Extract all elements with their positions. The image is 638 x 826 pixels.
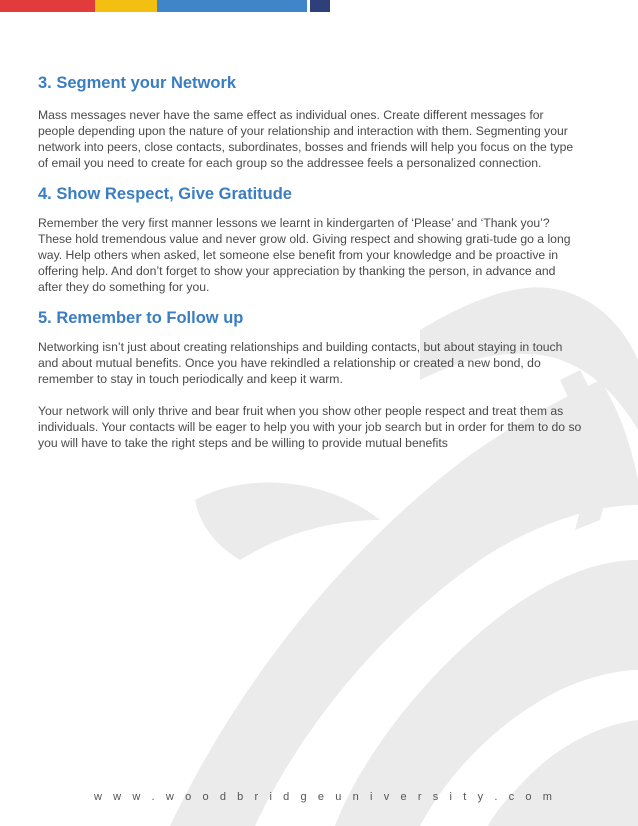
section-paragraph: Networking isn’t just about creating relationships and building contacts, but about staying in touch and about mutual benefits. Once you have rekindled a relationship or created a new bond, do remember to stay in touch periodically and keep it warm. (38, 340, 563, 386)
document-body (38, 73, 583, 451)
section-heading: 5. Remember to Follow up (38, 309, 244, 327)
footer-website-url: w w w . w o o d b r i d g e u n i v e r s i t y . c o m (93, 791, 557, 803)
section-paragraph: Your network will only thrive and bear fruit when you show other people respect and treat them as individuals. Your contacts will be eager to help you with your job search but in order for them to do so you will have to take the right steps and be willing to provide mutual benefits (38, 404, 582, 450)
section-paragraph: Remember the very first manner lessons we learnt in kindergarten of ‘Please’ and ‘Thank you’? These hold tremendous value and never grow old. Giving respect and showing grati-tude go a long way. Help others when asked, let someone else benefit from your knowledge and be proactive in offering help. And don’t forget to show your appreciation by thanking the person, in advance and after they do something for you. (38, 216, 571, 294)
section-paragraph: Mass messages never have the same effect as individual ones. Create different messages for people depending upon the nature of your relationship and interaction with them. Segmenting your network into peers, close contacts, subordinates, bosses and friends will help you focus on the type of email you need to create for each group so the addressee feels a personalized connection. (38, 108, 574, 170)
section-heading: 4. Show Respect, Give Gratitude (38, 185, 292, 203)
section-follow-up (38, 308, 583, 451)
section-segment-network (38, 73, 583, 171)
section-respect-gratitude (38, 184, 583, 295)
section-heading: 3. Segment your Network (38, 74, 237, 92)
